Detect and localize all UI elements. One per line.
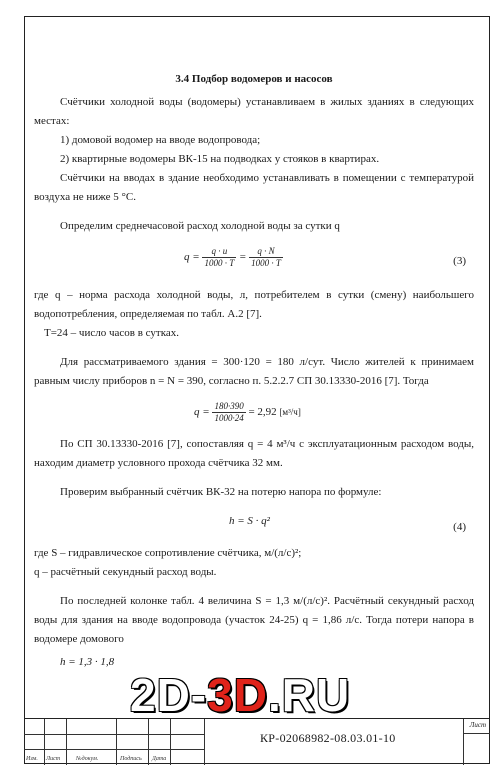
document-body: [34, 70, 474, 668]
formula-calc: [34, 397, 474, 429]
formula-last: h = 1,3 · 1,8: [60, 656, 115, 668]
stamp-label-signature: Подпись: [120, 756, 142, 762]
watermark-part-1: 2D-: [130, 669, 208, 721]
paragraph-2: 1) домовой водомер на вводе водопровода;: [60, 134, 261, 146]
paragraph-1: Счётчики холодной воды (водомеры) устанавливаем в жилых зданиях в следующих местах:: [34, 96, 474, 127]
paragraph-3: 2) квартирные водомеры ВК-15 на подводках у стояков в квартирах.: [60, 153, 380, 165]
formula-4-number: (4): [453, 521, 466, 533]
formula-3-den2: 1000 · T: [251, 258, 281, 268]
sheet-label: Лист: [469, 721, 486, 729]
paragraph-8: Для рассматриваемого здания = 300·120 = 180 л/сут. Число жителей к принимаем равным числу приборов n = N = 390, согласно п. 5.2.2.7 СП 30.13330-2016 [7]. Тогда: [34, 356, 474, 387]
formula-4-expr: h = S · q²: [229, 515, 270, 527]
watermark-part-2: 3D: [207, 669, 268, 721]
formula-3-num2: q · N: [249, 246, 283, 258]
formula-calc-unit: [м³/ч]: [279, 407, 301, 418]
watermark-logo: [130, 668, 350, 722]
paragraph-7: T=24 – число часов в сутках.: [44, 327, 180, 339]
formula-3-number: (3): [453, 255, 466, 267]
formula-3-num1: q · u: [202, 246, 236, 258]
formula-3-den1: 1000 · T: [204, 258, 235, 268]
stamp-label-sheet: Лист: [46, 756, 61, 762]
stamp-label-doc: №докум.: [76, 756, 99, 762]
section-title: 3.4 Подбор водомеров и насосов: [175, 73, 333, 85]
stamp-label-change: Изм.: [26, 756, 38, 762]
paragraph-11: где S – гидравлическое сопротивление счётчика, м/(л/с)²;: [34, 547, 302, 559]
paragraph-10: Проверим выбранный счётчик ВК-32 на потерю напора по формуле:: [60, 486, 382, 498]
watermark-part-3: .RU: [267, 669, 351, 721]
paragraph-9: По СП 30.13330-2016 [7], сопоставляя q = 4 м³/ч с эксплуатационным расходом воды, находим диаметр условного прохода счётчика 32 мм.: [34, 438, 474, 469]
formula-4: [34, 508, 474, 538]
formula-3-eq: =: [238, 251, 247, 264]
paragraph-5: Определим среднечасовой расход холодной воды за сутки q: [60, 220, 340, 232]
paragraph-4: Счётчики на вводах в здание необходимо устанавливать в помещении с температурой воздуха не ниже 5 °С.: [34, 172, 474, 203]
paragraph-12: q – расчётный секундный расход воды.: [34, 566, 217, 578]
title-block: [24, 718, 490, 764]
paragraph-6: где q – норма расхода холодной воды, л, потребителем в сутки (смену) наибольшего водопотребления, определяемая по табл. А.2 [7].: [34, 289, 474, 320]
stamp-label-date: Дата: [152, 756, 167, 762]
formula-calc-rhs: = 2,92: [248, 406, 277, 419]
formula-3-lhs: q =: [184, 251, 200, 264]
formula-calc-den: 1000·24: [214, 413, 244, 423]
document-code: КР-02068982-08.03.01-10: [260, 731, 396, 745]
paragraph-13: По последней колонке табл. 4 величина S = 1,3 м/(л/с)². Расчётный секундный расход воды для здания на вводе водопровода (участок 24-25) q = 1,86 л/с. Тогда потери напора в водомере домового: [34, 595, 474, 645]
formula-calc-lhs: q =: [194, 406, 210, 419]
formula-3: [34, 242, 474, 280]
formula-calc-num: 180·390: [214, 401, 244, 411]
